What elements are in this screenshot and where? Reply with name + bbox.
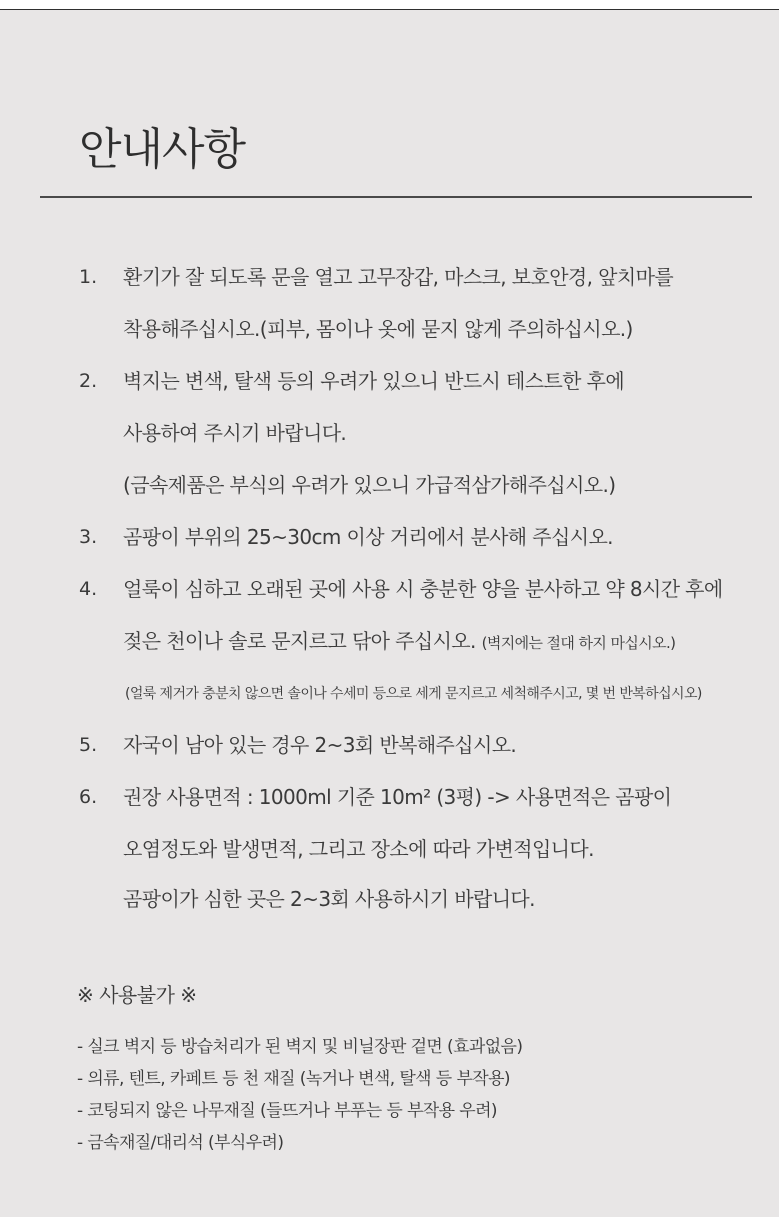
warning-item-1: - 실크 벽지 등 방습처리가 된 벽지 및 비닐장판 겉면 (효과없음): [77, 1037, 523, 1057]
item-2-line-3: (금속제품은 부식의 우려가 있으니 가급적삼가해주십시오.): [123, 473, 616, 497]
item-3-number: 3.: [79, 526, 98, 548]
item-4-note: (얼룩 제거가 충분치 않으면 솔이나 수세미 등으로 세게 문지르고 세척해주시고, 몇 번 반복하십시오): [125, 686, 702, 702]
item-4-line-2: [123, 626, 675, 658]
item-6-number: 6.: [79, 786, 98, 808]
item-1-number: 1.: [79, 266, 98, 288]
item-1-line-2: 착용해주십시오.(피부, 몸이나 옷에 묻지 않게 주의하십시오.): [123, 317, 633, 341]
item-4-inline-note: (벽지에는 절대 하지 마십시오.): [481, 634, 676, 652]
item-5-line-1: 자국이 남아 있는 경우 2~3회 반복해주십시오.: [123, 733, 517, 757]
item-5-number: 5.: [79, 734, 98, 756]
item-2-line-2: 사용하여 주시기 바랍니다.: [123, 421, 347, 445]
item-4-line-2-text: 젖은 천이나 솔로 문지르고 닦아 주십시오.: [123, 629, 476, 653]
item-6-line-3: 곰팡이가 심한 곳은 2~3회 사용하시기 바랍니다.: [123, 887, 535, 911]
item-6-line-2: 오염정도와 발생면적, 그리고 장소에 따라 가변적입니다.: [123, 837, 594, 861]
item-4-number: 4.: [79, 578, 98, 600]
item-1-line-1: 환기가 잘 되도록 문을 열고 고무장갑, 마스크, 보호안경, 앞치마를: [123, 265, 674, 289]
page-title: 안내사항: [79, 124, 246, 175]
warning-title: ※ 사용불가 ※: [77, 983, 197, 1007]
title-divider: [40, 196, 752, 198]
item-6-line-1: 권장 사용면적 : 1000ml 기준 10m² (3평) -> 사용면적은 곰팡이: [123, 785, 672, 809]
item-2-line-1: 벽지는 변색, 탈색 등의 우려가 있으니 반드시 테스트한 후에: [123, 369, 625, 393]
item-4-line-1: 얼룩이 심하고 오래된 곳에 사용 시 충분한 양을 분사하고 약 8시간 후에: [123, 577, 723, 601]
item-3-line-1: 곰팡이 부위의 25~30cm 이상 거리에서 분사해 주십시오.: [123, 525, 613, 549]
warning-item-2: - 의류, 텐트, 카페트 등 천 재질 (녹거나 변색, 탈색 등 부작용): [77, 1069, 510, 1089]
warning-item-3: - 코팅되지 않은 나무재질 (들뜨거나 부푸는 등 부작용 우려): [77, 1101, 497, 1121]
warning-item-4: - 금속재질/대리석 (부식우려): [77, 1133, 284, 1153]
item-2-number: 2.: [79, 370, 98, 392]
